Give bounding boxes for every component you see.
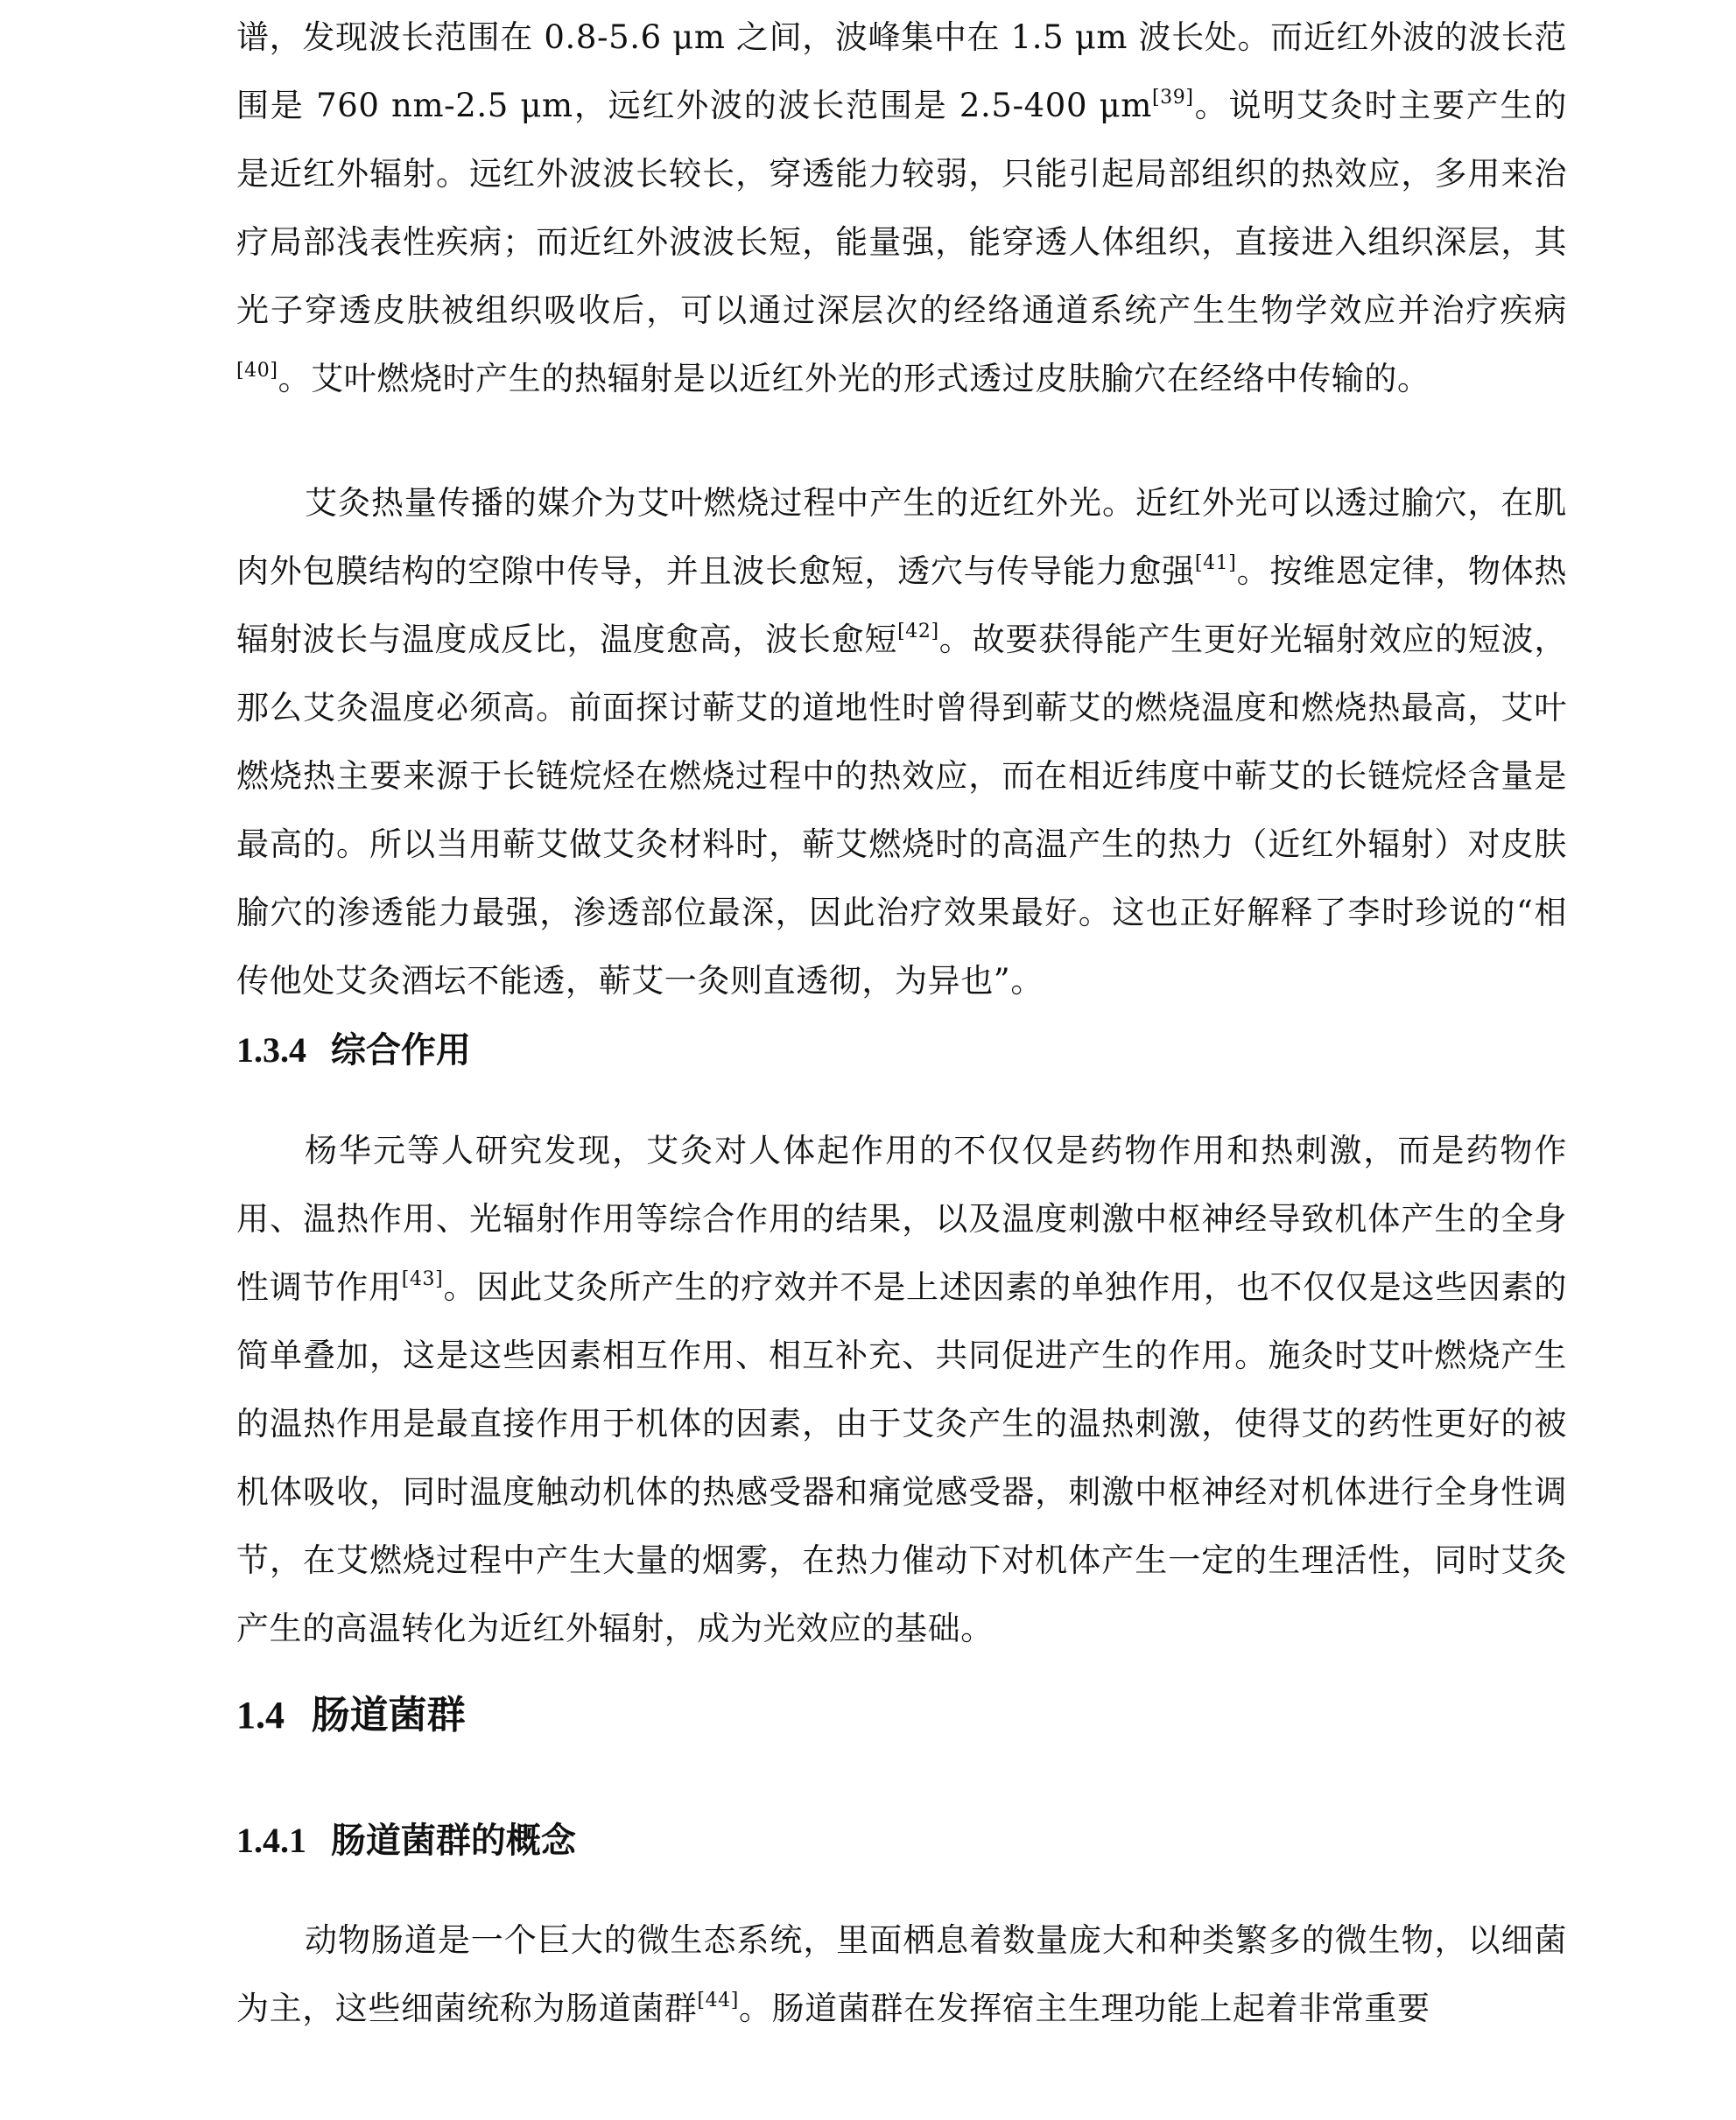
section-title: 肠道菌群的概念 [330,1821,576,1861]
paragraph-text: 杨华元等人研究发现，艾灸对人体起作用的不仅仅是药物作用和热刺激，而是药物作用、温热作用、光辐射作用等综合作用的结果，以及温度刺激中枢神经导致机体产生的全身性调节作用 [236,1132,1567,1306]
paragraph-text: 。说明艾灸时主要产生的是近红外辐射。远红外波波长较长，穿透能力较弱，只能引起局部组织的热效应，多用来治疗局部浅表性疾病；而近红外波波长短，能量强，能穿透人体组织，直接进入组织深层，其光子穿透皮肤被组织吸收后，可以通过深层次的经络通道系统产生生物学效应并治疗疾病 [236,87,1567,329]
section-heading-1-3-4 [236,1024,471,1077]
citation-ref: [43] [401,1268,444,1290]
paragraph-text: 。故要获得能产生更好光辐射效应的短波，那么艾灸温度必须高。前面探讨蕲艾的道地性时曾得到蕲艾的燃烧温度和燃烧热最高，艾叶燃烧热主要来源于长链烷烃在燃烧过程中的热效应，而在相近纬度中蕲艾的长链烷烃含量是最高的。所以当用蕲艾做艾灸材料时，蕲艾燃烧时的高温产生的热力（近红外辐射）对皮肤腧穴的渗透能力最强，渗透部位最深，因此治疗效果最好。这也正好解释了李时珍说的“相传他处艾灸酒坛不能透，蕲艾一灸则直透彻，为异也”。 [236,621,1567,1000]
paragraph-text: 谱，发现波长范围在 0.8-5.6 μm 之间，波峰集中在 1.5 μm 波长处。而近红外波的波长范围是 760 nm-2.5 μm，远红外波的波长范围是 2.5-400 μm [236,18,1567,124]
section-heading-1-4-1 [236,1815,576,1867]
paragraph-text: 动物肠道是一个巨大的微生态系统，里面栖息着数量庞大和种类繁多的微生物，以细菌为主，这些细菌统称为肠道菌群 [236,1921,1567,2027]
body-paragraph [236,4,1567,413]
citation-ref: [44] [697,1990,739,2011]
body-paragraph [236,469,1567,1015]
section-number: 1.4.1 [236,1821,306,1860]
paragraph-text: 。按维恩定律，物体热辐射波长与温度成反比，温度愈高，波长愈短 [236,552,1567,658]
citation-ref: [41] [1194,552,1237,574]
citation-ref: [42] [897,621,939,642]
section-title: 综合作用 [330,1030,471,1071]
citation-ref: [39] [1151,87,1194,109]
section-title: 肠道菌群 [311,1693,466,1737]
section-number: 1.3.4 [236,1030,306,1070]
body-paragraph [236,1906,1567,2043]
section-heading-1-4 [236,1688,466,1744]
paragraph-text: 艾灸热量传播的媒介为艾叶燃烧过程中产生的近红外光。近红外光可以透过腧穴，在肌肉外包膜结构的空隙中传导，并且波长愈短，透穴与传导能力愈强 [236,484,1567,590]
body-paragraph [236,1117,1567,1663]
paragraph-text: 。因此艾灸所产生的疗效并不是上述因素的单独作用，也不仅仅是这些因素的简单叠加，这是这些因素相互作用、相互补充、共同促进产生的作用。施灸时艾叶燃烧产生的温热作用是最直接作用于机体的因素，由于艾灸产生的温热刺激，使得艾的药性更好的被机体吸收，同时温度触动机体的热感受器和痛觉感受器，刺激中枢神经对机体进行全身性调节，在艾燃烧过程中产生大量的烟雾，在热力催动下对机体产生一定的生理活性，同时艾灸产生的高温转化为近红外辐射，成为光效应的基础。 [236,1268,1567,1647]
paragraph-text: 。艾叶燃烧时产生的热辐射是以近红外光的形式透过皮肤腧穴在经络中传输的。 [278,360,1430,397]
paragraph-text: 。肠道菌群在发挥宿主生理功能上起着非常重要 [738,1990,1430,2027]
section-number: 1.4 [236,1694,285,1737]
citation-ref: [40] [236,360,278,382]
